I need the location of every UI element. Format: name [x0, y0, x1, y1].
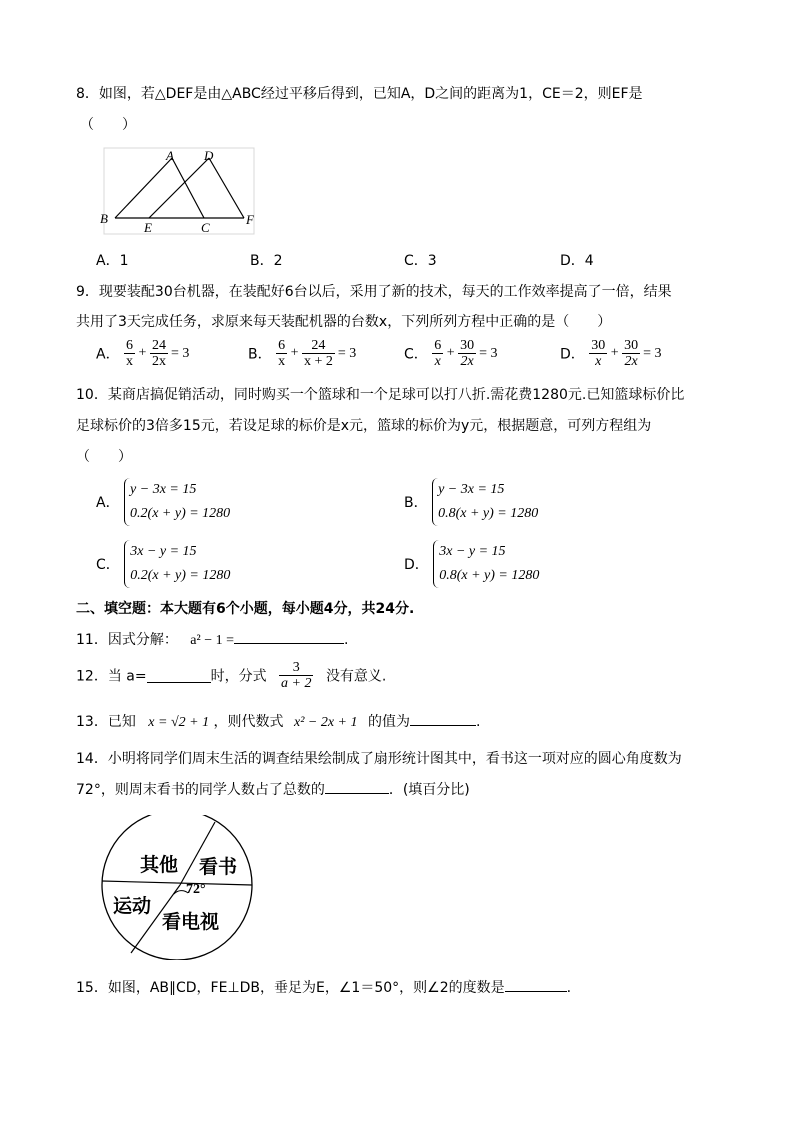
q9-option-b: B． $\frac{6}{x}$ + $\frac{24}{x + 2}$ = 3: [248, 338, 357, 369]
q10-paren: （ ）: [76, 449, 132, 465]
pie-label-sport: 运动: [113, 896, 152, 917]
q9-option-c: C． $\frac{6}{x}$ + $\frac{30}{2x}$ = 3: [404, 338, 498, 369]
q9-option-a: A． $\frac{6}{x}$ + $\frac{24}{2x}$ = 3: [96, 338, 190, 369]
q9-option-d: D． $\frac{30}{x}$ + $\frac{30}{2x}$ = 3: [560, 338, 662, 369]
q8-option-b: B．2: [250, 253, 283, 269]
q12: 12．当 a= 时，分式 $\frac{3}{a + 2}$ 没有意义.: [76, 660, 387, 691]
pie-label-book: 看书: [199, 857, 238, 878]
label-D: D: [204, 148, 214, 163]
q9-stem-line2: 共用了3天完成任务，求原来每天装配机器的台数x，下列所列方程中正确的是（ ）: [76, 314, 612, 330]
q8-paren: （ ）: [80, 117, 136, 133]
q11: 11．因式分解： a² − 1 = .: [76, 629, 348, 649]
q14-stem-line1: 14．小明将同学们周末生活的调查结果绘制成了扇形统计图其中，看书这一项对应的圆心角度数为: [76, 751, 682, 767]
q8-triangle-figure: [94, 145, 264, 237]
section-heading: 二、填空题：本大题有6个小题，每小题4分，共24分.: [76, 601, 415, 617]
q14-stem-line2: 72°，则周末看书的同学人数占了总数的 ．(填百分比): [76, 779, 470, 799]
q8-option-a: A．1: [96, 253, 129, 269]
pie-label-other: 其他: [140, 855, 179, 876]
q14-pie-chart: [98, 815, 258, 960]
label-A: A: [166, 148, 174, 163]
q10-option-b: B． y − 3x = 15 0.8(x + y) = 1280: [404, 478, 538, 526]
q8-option-c: C．3: [404, 253, 437, 269]
label-E: E: [144, 220, 152, 235]
pie-label-angle: 72°: [186, 882, 206, 897]
q10-stem-line2: 足球标价的3倍多15元，若设足球的标价是x元，篮球的标价为y元，根据题意，可列方程组为: [76, 418, 652, 434]
q9-stem-line1: 9．现要装配30台机器，在装配好6台以后，采用了新的技术，每天的工作效率提高了一倍，结果: [76, 284, 672, 300]
label-B: B: [100, 211, 108, 226]
q15-answer-blank[interactable]: [505, 977, 567, 992]
q11-answer-blank[interactable]: [234, 629, 344, 644]
q13: 13．已知 x = √2 + 1 ，则代数式 x² − 2x + 1 的值为 .: [76, 711, 480, 731]
q13-answer-blank[interactable]: [410, 711, 476, 726]
q8-option-d: D．4: [560, 253, 594, 269]
q12-answer-blank[interactable]: [147, 668, 211, 683]
q14-answer-blank[interactable]: [325, 779, 389, 794]
label-C: C: [201, 220, 210, 235]
q10-stem-line1: 10．某商店搞促销活动，同时购买一个篮球和一个足球可以打八折.需花费1280元.已知篮球标价比: [76, 387, 685, 403]
q8-stem: 8．如图，若△DEF是由△ABC经过平移后得到，已知A，D之间的距离为1，CE＝2，则EF是: [76, 86, 643, 102]
q10-option-a: A． y − 3x = 15 0.2(x + y) = 1280: [96, 478, 230, 526]
q15: 15．如图，AB∥CD，FE⊥DB，垂足为E，∠1＝50°，则∠2的度数是 .: [76, 977, 571, 997]
q10-option-d: D． 3x − y = 15 0.8(x + y) = 1280: [404, 540, 539, 588]
pie-label-tv: 看电视: [162, 912, 220, 933]
label-F: F: [246, 212, 254, 227]
q10-option-c: C． 3x − y = 15 0.2(x + y) = 1280: [96, 540, 230, 588]
